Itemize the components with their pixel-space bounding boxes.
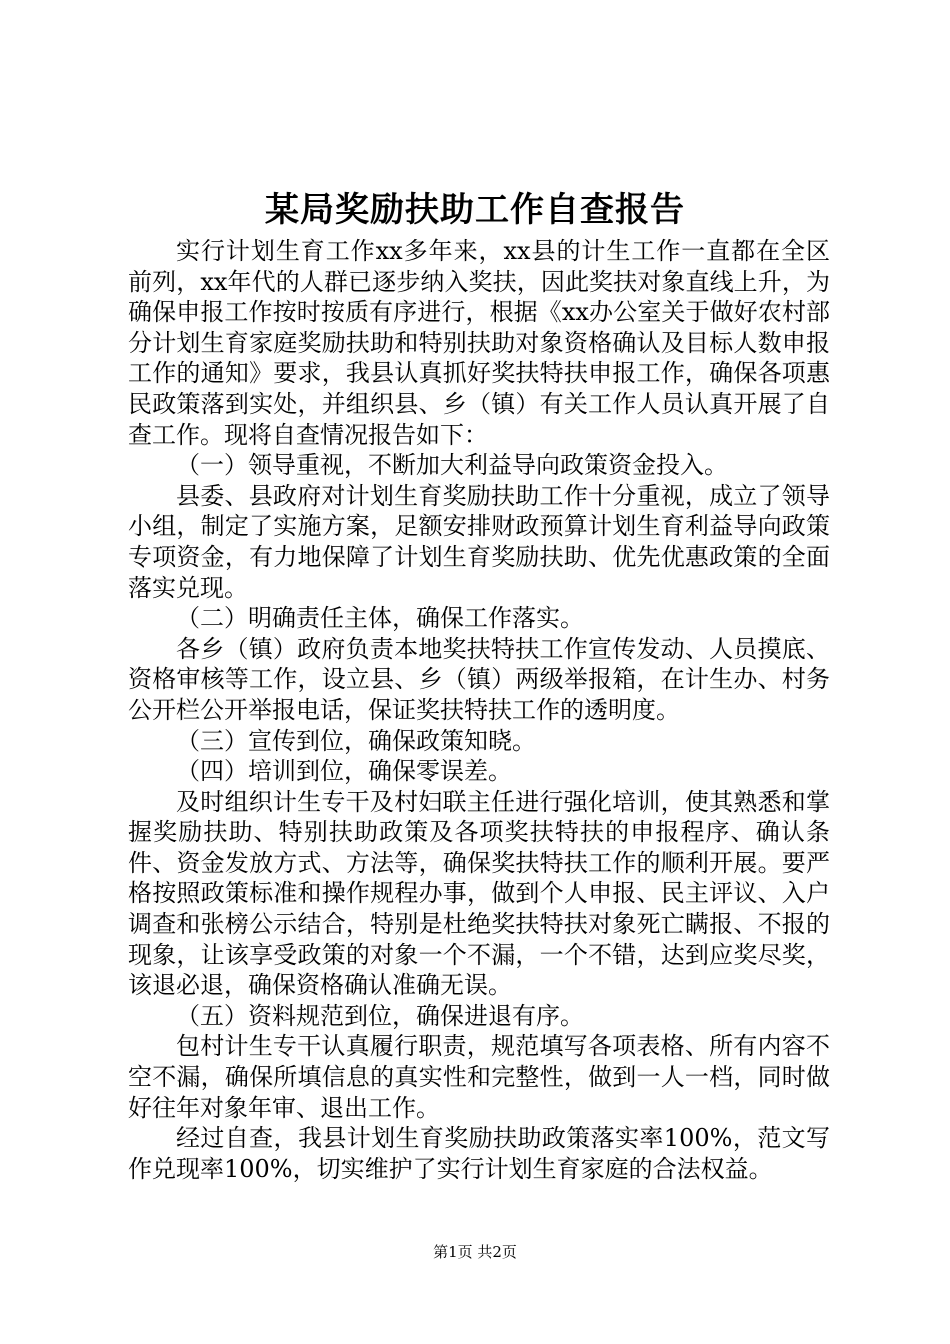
document-title: 某局奖励扶助工作自查报告 <box>265 190 685 230</box>
paragraph-section-1: 县委、县政府对计划生育奖励扶助工作十分重视，成立了领导小组，制定了实施方案，足额安排财政预算计划生育利益导向政策专项资金，有力地保障了计划生育奖励扶助、优先优惠政策的全面落实兑现。 <box>128 481 830 602</box>
paragraph-section-4: 及时组织计生专干及村妇联主任进行强化培训，使其熟悉和掌握奖励扶助、特别扶助政策及各项奖扶特扶的申报程序、确认条件、资金发放方式、方法等，确保奖扶特扶工作的顺利开展。要严格按照政策标准和操作规程办事，做到个人申报、民主评议、入户调查和张榜公示结合，特别是杜绝奖扶特扶对象死亡瞒报、不报的现象，让该享受政策的对象一个不漏，一个不错，达到应奖尽奖，该退必退，确保资格确认准确无误。 <box>128 787 830 1000</box>
paragraph-section-2: 各乡（镇）政府负责本地奖扶特扶工作宣传发动、人员摸底、资格审核等工作，设立县、乡（镇）两级举报箱，在计生办、村务公开栏公开举报电话，保证奖扶特扶工作的透明度。 <box>128 634 830 724</box>
section-heading-3: （三）宣传到位，确保政策知晓。 <box>176 726 536 755</box>
paragraph-intro: 实行计划生育工作xx多年来，xx县的计生工作一直都在全区前列，xx年代的人群已逐步纳入奖扶，因此奖扶对象直线上升，为确保申报工作按时按质有序进行，根据《xx办公室关于做好农村部分计划生育家庭奖励扶助和特别扶助对象资格确认及目标人数申报工作的通知》要求，我县认真抓好奖扶特扶申报工作，确保各项惠民政策落到实处，并组织县、乡（镇）有关工作人员认真开展了自查工作。现将自查情况报告如下： <box>128 237 830 449</box>
paragraph-section-5: 包村计生专干认真履行职责，规范填写各项表格、所有内容不空不漏，确保所填信息的真实性和完整性，做到一人一档，同时做好往年对象年审、退出工作。 <box>128 1032 830 1122</box>
document-body <box>128 236 830 1184</box>
section-heading-4: （四）培训到位，确保零误差。 <box>176 757 512 786</box>
section-heading-1: （一）领导重视，不断加大利益导向政策资金投入。 <box>176 451 728 480</box>
paragraph-conclusion: 经过自查，我县计划生育奖励扶助政策落实率100%，范文写作兑现率100%，切实维护了实行计划生育家庭的合法权益。 <box>128 1124 830 1183</box>
section-heading-5: （五）资料规范到位，确保进退有序。 <box>176 1001 584 1030</box>
section-heading-2: （二）明确责任主体，确保工作落实。 <box>176 604 584 633</box>
page-footer: 第1页 共2页 <box>433 1243 517 1261</box>
